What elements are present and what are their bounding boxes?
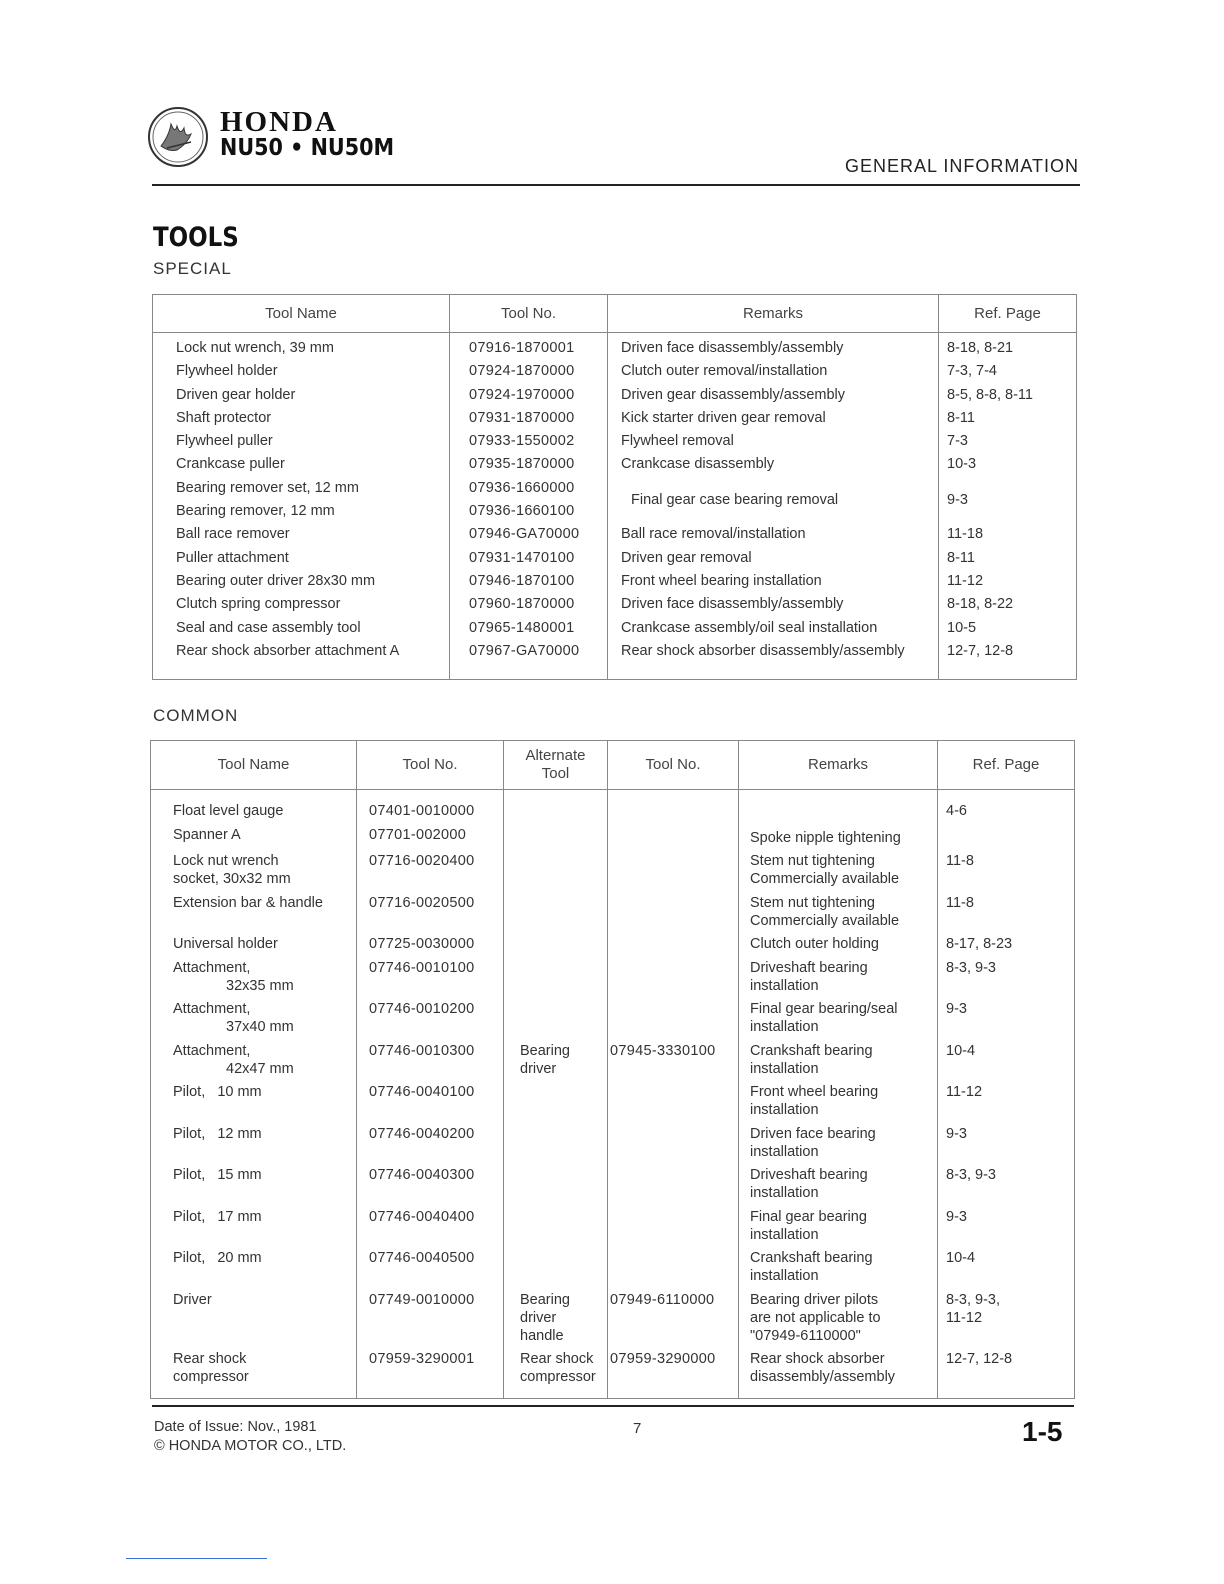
remark-line2: Commercially available (750, 912, 900, 929)
remark-line2: installation (750, 1060, 819, 1077)
alternate-tool (504, 1080, 608, 1122)
remark: Clutch outer removal/installation (621, 363, 828, 380)
remark: Rear shock absorber (750, 1351, 885, 1367)
table-row (151, 1205, 1075, 1247)
alternate-tool-number (608, 997, 739, 1039)
tool-number: 07935-1870000 (469, 456, 575, 473)
tool-number: 07946-GA70000 (469, 526, 580, 543)
remark-cell (739, 997, 938, 1039)
table-row (151, 932, 1075, 956)
remark-cell (739, 849, 938, 891)
tool-name-line2: socket, 30x32 mm (173, 871, 291, 887)
remark-line2: are not applicable to (750, 1309, 881, 1326)
alternate-tool-number (608, 823, 739, 850)
alternate-tool-number (608, 1205, 739, 1247)
ref-page: 12-7, 12-8 (947, 642, 1014, 659)
tool-number: 07924-1970000 (469, 386, 575, 403)
remark: Flywheel removal (621, 433, 734, 450)
alternate-tool-number: 07949-6110000 (608, 1288, 739, 1348)
alternate-tool-cell (504, 1347, 608, 1399)
remark: Driven face disassembly/assembly (621, 340, 844, 356)
tool-number: 07746-0040400 (357, 1205, 504, 1247)
alternate-tool-number (608, 790, 739, 823)
remark-cell (739, 956, 938, 998)
alternate-tool (504, 823, 608, 850)
tool-names-cell (153, 333, 450, 680)
tool-number: 07401-0010000 (357, 790, 504, 823)
alternate-tool: Bearing (520, 1291, 570, 1308)
remark: Front wheel bearing installation (621, 572, 822, 589)
ref-page: 11-12 (938, 1080, 1075, 1122)
tool-name: Driven gear holder (176, 386, 296, 403)
column-header: Tool No. (357, 741, 504, 790)
remark: Crankshaft bearing (750, 1250, 873, 1266)
ref-page-line2: 11-12 (946, 1309, 983, 1326)
common-tools-table (150, 740, 1075, 1399)
remark: Crankcase assembly/oil seal installation (621, 619, 878, 636)
alternate-tool-number: 07959-3290000 (608, 1347, 739, 1399)
tool-name: Pilot, 10 mm (151, 1080, 357, 1122)
tool-number: 07725-0030000 (357, 932, 504, 956)
table-row (151, 891, 1075, 933)
column-header: Tool Name (153, 295, 450, 333)
footer-issue-block (154, 1418, 346, 1456)
table-row (151, 1163, 1075, 1205)
page-title: TOOLS (153, 222, 239, 253)
table-row (151, 790, 1075, 823)
tool-number: 07924-1870000 (469, 363, 575, 380)
remark-cell (739, 1080, 938, 1122)
ref-page: 8-18, 8-22 (947, 596, 1014, 613)
column-header: Tool No. (608, 741, 739, 790)
remark: Front wheel bearing (750, 1084, 879, 1100)
tool-number: 07746-0010200 (357, 997, 504, 1039)
alternate-tool-line3: handle (520, 1327, 564, 1344)
remark-cell (739, 1246, 938, 1288)
alternate-tool: Bearing (520, 1042, 570, 1059)
tool-name-line2: compressor (173, 1369, 249, 1385)
tool-name-line2: 37x40 mm (226, 1019, 294, 1035)
tool-number: 07960-1870000 (469, 596, 575, 613)
remark: Clutch outer holding (739, 932, 938, 956)
special-tools-table (152, 294, 1077, 680)
model-name: NU50 • NU50M (220, 135, 395, 161)
alternate-tool-line2: compressor (520, 1369, 596, 1385)
table-header-row (153, 295, 1077, 333)
tool-name: Flywheel holder (176, 363, 278, 380)
tool-number: 07716-0020500 (357, 891, 504, 933)
footer-divider (152, 1405, 1074, 1407)
ref-page: 11-18 (947, 526, 984, 543)
remark: Crankcase disassembly (621, 456, 775, 473)
alternate-tool-number (608, 1080, 739, 1122)
common-heading: COMMON (153, 706, 239, 725)
tool-name: Pilot, 17 mm (151, 1205, 357, 1247)
ref-page-cell (938, 1288, 1075, 1348)
remark: Stem nut tightening (750, 894, 875, 911)
copyright: © HONDA MOTOR CO., LTD. (154, 1438, 347, 1454)
tool-name: Driver (151, 1288, 357, 1348)
column-header: Remarks (608, 295, 939, 333)
section-page-ref: 1-5 (1022, 1416, 1063, 1447)
tool-name-line2: 32x35 mm (226, 977, 294, 994)
special-heading: SPECIAL (153, 259, 232, 278)
tool-name-cell (151, 1347, 357, 1399)
remark: Spoke nipple tightening (739, 823, 938, 850)
tool-name: Crankcase puller (176, 456, 285, 473)
brand-name: HONDA (220, 106, 338, 138)
remark-line2: installation (750, 1226, 819, 1243)
ref-page: 10-5 (947, 619, 977, 636)
tool-name: Bearing remover set, 12 mm (176, 479, 359, 496)
tool-name: Attachment, (173, 1001, 251, 1017)
remark-cell (739, 1205, 938, 1247)
ref-page: 10-4 (938, 1246, 1075, 1288)
header-divider (152, 184, 1080, 186)
ref-page: 7-3, 7-4 (947, 363, 997, 380)
alternate-tool (504, 932, 608, 956)
ref-page: 8-3, 9-3, (946, 1291, 1000, 1308)
alternate-tool (504, 790, 608, 823)
remarks-cell (608, 333, 939, 680)
tool-name-cell (151, 1039, 357, 1081)
alternate-tool: Rear shock (520, 1351, 594, 1367)
table-row (151, 1288, 1075, 1348)
tool-name: Universal holder (151, 932, 357, 956)
remark: Driven gear disassembly/assembly (621, 386, 846, 403)
tool-number: 07746-0040300 (357, 1163, 504, 1205)
alternate-tool-number (608, 956, 739, 998)
tool-number: 07746-0010100 (357, 956, 504, 998)
remark-cell (739, 1347, 938, 1399)
tool-number: 07965-1480001 (469, 619, 575, 636)
alternate-tool (504, 1205, 608, 1247)
tool-number: 07716-0020400 (357, 849, 504, 891)
alternate-tool-number (608, 849, 739, 891)
tool-name-cell (151, 956, 357, 998)
remark: Driven gear removal (621, 549, 752, 566)
tool-name: Lock nut wrench, 39 mm (176, 340, 334, 356)
remark-cell (739, 891, 938, 933)
column-header: Ref. Page (938, 741, 1075, 790)
remark: Kick starter driven gear removal (621, 409, 826, 426)
alternate-tool (504, 891, 608, 933)
remark: Rear shock absorber disassembly/assembly (621, 642, 905, 659)
alternate-tool (504, 997, 608, 1039)
tool-number: 07746-0010300 (357, 1039, 504, 1081)
ref-page: 9-3 (938, 1122, 1075, 1164)
tool-name: Shaft protector (176, 409, 272, 426)
ref-page: 11-12 (947, 572, 984, 589)
tool-name: Spanner A (151, 823, 357, 850)
ref-page: 4-6 (938, 790, 1075, 823)
table-row (151, 1347, 1075, 1399)
alternate-tool-number (608, 1246, 739, 1288)
tool-name: Attachment, (173, 959, 251, 976)
tool-number: 07916-1870001 (469, 340, 575, 356)
tool-number: 07746-0040500 (357, 1246, 504, 1288)
remark-cell (739, 1039, 938, 1081)
column-header: Tool Name (151, 741, 357, 790)
table-row (151, 1246, 1075, 1288)
ref-page: 9-3 (938, 1205, 1075, 1247)
alternate-tool-number (608, 1163, 739, 1205)
ref-page: 8-5, 8-8, 8-11 (947, 386, 1033, 403)
remark-cell (739, 1288, 938, 1348)
alternate-tool-number (608, 932, 739, 956)
table-row (151, 1080, 1075, 1122)
alternate-tool-number: 07945-3330100 (608, 1039, 739, 1081)
alternate-tool-cell (504, 1039, 608, 1081)
ref-page: 8-17, 8-23 (938, 932, 1075, 956)
alternate-tool-cell (504, 1288, 608, 1348)
alternate-tool (504, 849, 608, 891)
alternate-tool (504, 1246, 608, 1288)
remark: Driven face disassembly/assembly (621, 596, 844, 613)
tool-name: Rear shock absorber attachment A (176, 642, 400, 659)
tool-name: Seal and case assembly tool (176, 619, 361, 636)
remark-line3: "07949-6110000" (750, 1327, 861, 1344)
alternate-tool-line2: driver (520, 1060, 557, 1077)
ref-page: 11-8 (938, 849, 1075, 891)
remark: Final gear bearing/seal (750, 1001, 898, 1017)
tool-name: Extension bar & handle (151, 891, 357, 933)
tool-number: 07967-GA70000 (469, 642, 580, 659)
tool-name: Attachment, (173, 1042, 251, 1059)
column-header: Remarks (739, 741, 938, 790)
remark-cell (739, 1122, 938, 1164)
table-row (151, 997, 1075, 1039)
tool-number: 07933-1550002 (469, 433, 575, 450)
honda-wing-logo-icon (147, 106, 209, 168)
column-header: Ref. Page (939, 295, 1077, 333)
ref-page: 8-18, 8-21 (947, 340, 1014, 356)
tool-name: Bearing remover, 12 mm (176, 503, 335, 520)
table-header-row (151, 741, 1075, 790)
ref-page: 10-4 (938, 1039, 1075, 1081)
table-row (153, 333, 1077, 680)
remark-line2: Commercially available (750, 871, 900, 887)
remark-line2: installation (750, 1185, 819, 1201)
tool-number: 07936-1660000 (469, 479, 575, 496)
tool-number: 07946-1870100 (469, 572, 575, 589)
alternate-tool (504, 956, 608, 998)
ref-page: 9-3 (947, 491, 968, 508)
remark: Stem nut tightening (750, 853, 875, 869)
tool-name: Rear shock (173, 1351, 247, 1367)
tool-name: Clutch spring compressor (176, 596, 341, 613)
ref-page: 12-7, 12-8 (938, 1347, 1075, 1399)
tool-name: Pilot, 15 mm (151, 1163, 357, 1205)
ref-page: 8-3, 9-3 (938, 956, 1075, 998)
tool-number: 07959-3290001 (357, 1347, 504, 1399)
tool-number: 07931-1470100 (469, 549, 575, 566)
tool-name: Ball race remover (176, 526, 290, 543)
table-row (151, 956, 1075, 998)
ref-page: 10-3 (947, 456, 977, 473)
remark-line2: disassembly/assembly (750, 1369, 896, 1385)
alternate-tool (504, 1163, 608, 1205)
remark-line2: installation (750, 1019, 819, 1035)
remark-line2: installation (750, 1268, 819, 1284)
remark-line2: installation (750, 1143, 819, 1160)
table-row (151, 823, 1075, 850)
remark-line2: installation (750, 1102, 819, 1118)
tool-number: 07931-1870000 (469, 409, 575, 426)
remark (739, 790, 938, 823)
table-row (151, 849, 1075, 891)
remark: Final gear case bearing removal (631, 491, 839, 508)
alternate-tool-line2: driver (520, 1309, 557, 1326)
tool-name: Pilot, 12 mm (151, 1122, 357, 1164)
ref-page (938, 823, 1075, 850)
remark: Driveshaft bearing (750, 1167, 868, 1183)
remark: Final gear bearing (750, 1208, 867, 1225)
tool-number: 07746-0040100 (357, 1080, 504, 1122)
ref-page: 11-8 (938, 891, 1075, 933)
tool-name-cell (151, 997, 357, 1039)
ref-page: 9-3 (938, 997, 1075, 1039)
tool-name: Bearing outer driver 28x30 mm (176, 572, 376, 589)
remark-cell (739, 1163, 938, 1205)
tool-number: 07936-1660100 (469, 503, 575, 520)
ref-page: 8-11 (947, 549, 975, 566)
alternate-tool-number (608, 1122, 739, 1164)
tool-numbers-cell (450, 333, 608, 680)
tool-number: 07749-0010000 (357, 1288, 504, 1348)
ref-pages-cell (939, 333, 1077, 680)
tool-name-cell (151, 849, 357, 891)
table-row (151, 1122, 1075, 1164)
tool-name: Flywheel puller (176, 433, 273, 450)
ref-page: 8-11 (947, 409, 975, 426)
remark: Driveshaft bearing (750, 959, 868, 976)
remark: Crankshaft bearing (750, 1042, 873, 1059)
section-header: GENERAL INFORMATION (844, 156, 1079, 176)
remark-line2: installation (750, 977, 819, 994)
tool-name: Puller attachment (176, 549, 289, 566)
column-header: Tool No. (450, 295, 608, 333)
issue-date: Date of Issue: Nov., 1981 (154, 1419, 317, 1435)
table-row (151, 1039, 1075, 1081)
scan-artifact-line (126, 1558, 267, 1559)
tool-name: Float level gauge (151, 790, 357, 823)
tool-name-line2: 42x47 mm (226, 1060, 294, 1077)
remark: Bearing driver pilots (750, 1291, 879, 1308)
tool-name: Lock nut wrench (173, 853, 279, 869)
page-number: 7 (633, 1420, 642, 1437)
tool-number: 07701-002000 (357, 823, 504, 850)
ref-page: 8-3, 9-3 (938, 1163, 1075, 1205)
remark: Ball race removal/installation (621, 526, 806, 543)
remark: Driven face bearing (750, 1125, 876, 1142)
ref-page: 7-3 (947, 433, 968, 450)
alternate-tool (504, 1122, 608, 1164)
alternate-tool-number (608, 891, 739, 933)
tool-number: 07746-0040200 (357, 1122, 504, 1164)
tool-name: Pilot, 20 mm (151, 1246, 357, 1288)
column-header: Alternate Tool (504, 741, 608, 790)
